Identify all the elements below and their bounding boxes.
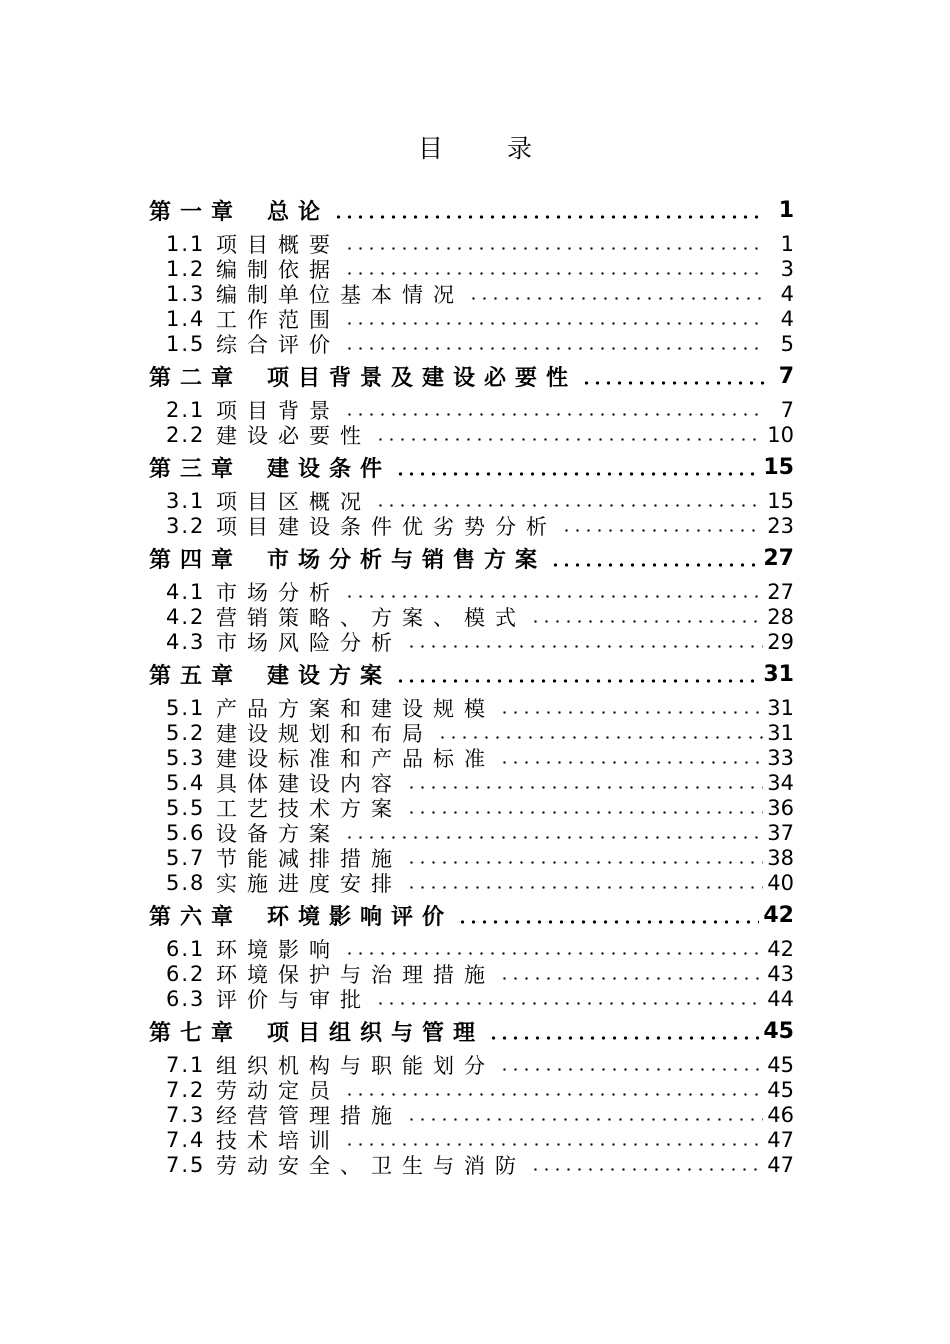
dot-leader — [550, 541, 759, 576]
toc-entry-title: 设备方案 — [216, 821, 340, 846]
toc-entry-number: 5.4 — [166, 770, 206, 795]
toc-page-number: 45 — [767, 1052, 794, 1077]
toc-entry-number: 3.2 — [166, 513, 206, 538]
toc-entry-title: 综合评价 — [216, 332, 340, 357]
toc-section-entry[interactable] — [149, 720, 794, 745]
toc-page-number: 31 — [767, 720, 794, 745]
dot-leader — [344, 1077, 763, 1102]
toc-entry-title: 工作范围 — [216, 307, 340, 332]
dot-leader — [375, 422, 763, 447]
toc-page-number: 44 — [767, 986, 794, 1011]
toc-chapter-entry[interactable] — [149, 359, 794, 394]
toc-page-number: 42 — [763, 903, 794, 928]
toc-section-entry[interactable] — [149, 745, 794, 770]
toc-section-entry[interactable] — [149, 331, 794, 356]
toc-entry-number: 5.2 — [166, 720, 206, 745]
toc-section-entry[interactable] — [149, 306, 794, 331]
toc-page-number: 42 — [767, 936, 794, 961]
toc-title: 目 录 — [418, 134, 560, 163]
toc-entry-number: 1.1 — [166, 231, 206, 256]
toc-entry-title: 营销策略、方案、模式 — [216, 605, 526, 630]
toc-page-number: 23 — [767, 513, 794, 538]
toc-entry-title: 劳动安全、卫生与消防 — [216, 1153, 526, 1178]
toc-entry-title: 环境影响评价 — [267, 905, 454, 930]
toc-page-number: 40 — [767, 870, 794, 895]
toc-entry-title: 总论 — [267, 200, 330, 225]
toc-entry-title: 建设方案 — [267, 664, 392, 689]
toc-entry-number: 1.5 — [166, 331, 206, 356]
toc-page-number: 47 — [767, 1152, 794, 1177]
toc-section-entry[interactable] — [149, 513, 794, 538]
toc-entry-title: 编制依据 — [216, 257, 340, 282]
toc-entry-title: 评价与审批 — [216, 987, 371, 1012]
toc-section-entry[interactable] — [149, 870, 794, 895]
toc-section-entry[interactable] — [149, 281, 794, 306]
dot-leader — [344, 397, 766, 422]
toc-entry-number: 1.3 — [166, 281, 206, 306]
toc-section-entry[interactable] — [149, 820, 794, 845]
toc-entry-number: 7.4 — [166, 1127, 206, 1152]
toc-entry-title: 劳动定员 — [216, 1078, 340, 1103]
dot-leader — [375, 986, 763, 1011]
toc-entry-number: 6.2 — [166, 961, 206, 986]
toc-entry-title: 项目组织与管理 — [267, 1021, 485, 1046]
dot-leader — [395, 450, 759, 485]
dot-leader — [530, 1152, 763, 1177]
toc-entry-number: 1.2 — [166, 256, 206, 281]
toc-section-entry[interactable] — [149, 422, 794, 447]
toc-page-number: 34 — [767, 770, 794, 795]
toc-chapter-entry[interactable] — [149, 898, 794, 933]
dot-leader — [344, 936, 763, 961]
toc-entry-title: 组织机构与职能划分 — [216, 1053, 495, 1078]
toc-section-entry[interactable] — [149, 1052, 794, 1077]
toc-chapter-entry[interactable] — [149, 541, 794, 576]
toc-section-entry[interactable] — [149, 1127, 794, 1152]
dot-leader — [333, 193, 766, 228]
toc-entry-number: 第二章 — [149, 366, 243, 391]
toc-entry-number: 4.2 — [166, 604, 206, 629]
toc-entry-number: 5.3 — [166, 745, 206, 770]
toc-entry-number: 第三章 — [149, 457, 243, 482]
toc-section-entry[interactable] — [149, 1152, 794, 1177]
toc-section-entry[interactable] — [149, 488, 794, 513]
toc-entry-number: 6.3 — [166, 986, 206, 1011]
toc-page-number: 15 — [767, 488, 794, 513]
dot-leader — [581, 359, 766, 394]
toc-entry-title: 技术培训 — [216, 1128, 340, 1153]
toc-page-number: 31 — [767, 695, 794, 720]
dot-leader — [344, 820, 763, 845]
dot-leader — [344, 256, 766, 281]
toc-entry-title: 项目区概况 — [216, 489, 371, 514]
toc-entry-title: 建设条件 — [267, 457, 392, 482]
toc-page-number: 3 — [780, 256, 794, 281]
toc-page-number: 15 — [763, 455, 794, 480]
toc-entry-title: 环境保护与治理措施 — [216, 962, 495, 987]
dot-leader — [344, 306, 766, 331]
dot-leader — [561, 513, 763, 538]
dot-leader — [344, 231, 766, 256]
toc-page-number: 5 — [780, 331, 794, 356]
dot-leader — [406, 870, 763, 895]
toc-entry-title: 编制单位基本情况 — [216, 282, 464, 307]
toc-section-entry[interactable] — [149, 695, 794, 720]
toc-section-entry[interactable] — [149, 795, 794, 820]
toc-entry-title: 市场分析 — [216, 580, 340, 605]
toc-entry-title: 节能减排措施 — [216, 846, 402, 871]
dot-leader — [375, 488, 763, 513]
toc-entry-title: 工艺技术方案 — [216, 796, 402, 821]
toc-entry-title: 项目背景及建设必要性 — [267, 366, 578, 391]
toc-section-entry[interactable] — [149, 986, 794, 1011]
toc-section-entry[interactable] — [149, 1102, 794, 1127]
toc-page-number: 27 — [767, 579, 794, 604]
dot-leader — [406, 629, 763, 654]
toc-chapter-entry[interactable] — [149, 1014, 794, 1049]
toc-section-entry[interactable] — [149, 1077, 794, 1102]
dot-leader — [488, 1014, 759, 1049]
dot-leader — [499, 745, 763, 770]
toc-entry-number: 第四章 — [149, 548, 243, 573]
toc-page-number: 1 — [780, 231, 794, 256]
toc-entry-number: 2.2 — [166, 422, 206, 447]
dot-leader — [406, 1102, 763, 1127]
toc-page-number: 47 — [767, 1127, 794, 1152]
toc-page-number: 31 — [763, 662, 794, 687]
toc-page-number: 4 — [780, 281, 794, 306]
toc-page-number: 45 — [767, 1077, 794, 1102]
dot-leader — [406, 770, 763, 795]
toc-page-number: 46 — [767, 1102, 794, 1127]
toc-entry-title: 建设标准和产品标准 — [216, 746, 495, 771]
toc-entry-title: 项目背景 — [216, 398, 340, 423]
dot-leader — [457, 898, 759, 933]
toc-entry-number: 4.3 — [166, 629, 206, 654]
toc-page-number: 7 — [778, 364, 794, 389]
toc-entry-number: 第七章 — [149, 1021, 243, 1046]
toc-page-number: 37 — [767, 820, 794, 845]
dot-leader — [530, 604, 763, 629]
dot-leader — [499, 1052, 763, 1077]
toc-entry-number: 2.1 — [166, 397, 206, 422]
toc-entry-number: 第五章 — [149, 664, 243, 689]
toc-entry-title: 市场分析与销售方案 — [267, 548, 547, 573]
toc-page-number: 7 — [780, 397, 794, 422]
toc-section-entry[interactable] — [149, 231, 794, 256]
toc-page-number: 10 — [767, 422, 794, 447]
toc-entry-title: 环境影响 — [216, 937, 340, 962]
toc-section-entry[interactable] — [149, 770, 794, 795]
toc-entry-title: 产品方案和建设规模 — [216, 696, 495, 721]
toc-entry-number: 7.3 — [166, 1102, 206, 1127]
toc-section-entry[interactable] — [149, 397, 794, 422]
toc-page-number: 33 — [767, 745, 794, 770]
toc-entry-number: 第一章 — [149, 200, 243, 225]
toc-section-entry[interactable] — [149, 256, 794, 281]
toc-page-number: 27 — [763, 546, 794, 571]
toc-page-number: 4 — [780, 306, 794, 331]
toc-entry-number: 5.7 — [166, 845, 206, 870]
toc-entry-title: 建设必要性 — [216, 423, 371, 448]
toc-entry-number: 7.2 — [166, 1077, 206, 1102]
toc-page-number: 28 — [767, 604, 794, 629]
toc-section-entry[interactable] — [149, 579, 794, 604]
dot-leader — [406, 795, 763, 820]
toc-entry-number: 5.6 — [166, 820, 206, 845]
dot-leader — [344, 579, 763, 604]
toc-page-number: 1 — [778, 198, 794, 223]
dot-leader — [499, 695, 763, 720]
toc-entry-title: 项目建设条件优劣势分析 — [216, 514, 557, 539]
toc-entry-number: 5.8 — [166, 870, 206, 895]
toc-entry-title: 经营管理措施 — [216, 1103, 402, 1128]
dot-leader — [344, 331, 766, 356]
toc-entry-number: 7.1 — [166, 1052, 206, 1077]
toc-section-entry[interactable] — [149, 629, 794, 654]
dot-leader — [499, 961, 763, 986]
toc-entry-number: 3.1 — [166, 488, 206, 513]
toc-entry-number: 第六章 — [149, 905, 243, 930]
toc-entry-number: 4.1 — [166, 579, 206, 604]
dot-leader — [437, 720, 763, 745]
toc-entry-title: 项目概要 — [216, 232, 340, 257]
toc-list — [0, 193, 950, 1177]
toc-page-number: 43 — [767, 961, 794, 986]
toc-chapter-entry[interactable] — [149, 657, 794, 692]
dot-leader — [344, 1127, 763, 1152]
toc-entry-title: 实施进度安排 — [216, 871, 402, 896]
toc-entry-number: 1.4 — [166, 306, 206, 331]
toc-page-number: 38 — [767, 845, 794, 870]
toc-page-number: 36 — [767, 795, 794, 820]
toc-section-entry[interactable] — [149, 961, 794, 986]
toc-entry-number: 5.1 — [166, 695, 206, 720]
toc-section-entry[interactable] — [149, 604, 794, 629]
toc-entry-title: 具体建设内容 — [216, 771, 402, 796]
dot-leader — [395, 657, 759, 692]
toc-entry-title: 建设规划和布局 — [216, 721, 433, 746]
toc-entry-number: 6.1 — [166, 936, 206, 961]
toc-section-entry[interactable] — [149, 845, 794, 870]
dot-leader — [406, 845, 763, 870]
toc-entry-title: 市场风险分析 — [216, 630, 402, 655]
toc-page-number: 29 — [767, 629, 794, 654]
toc-section-entry[interactable] — [149, 936, 794, 961]
dot-leader — [468, 281, 766, 306]
toc-chapter-entry[interactable] — [149, 450, 794, 485]
toc-page-number: 45 — [763, 1019, 794, 1044]
toc-entry-number: 7.5 — [166, 1152, 206, 1177]
toc-entry-number: 5.5 — [166, 795, 206, 820]
toc-chapter-entry[interactable] — [149, 193, 794, 228]
